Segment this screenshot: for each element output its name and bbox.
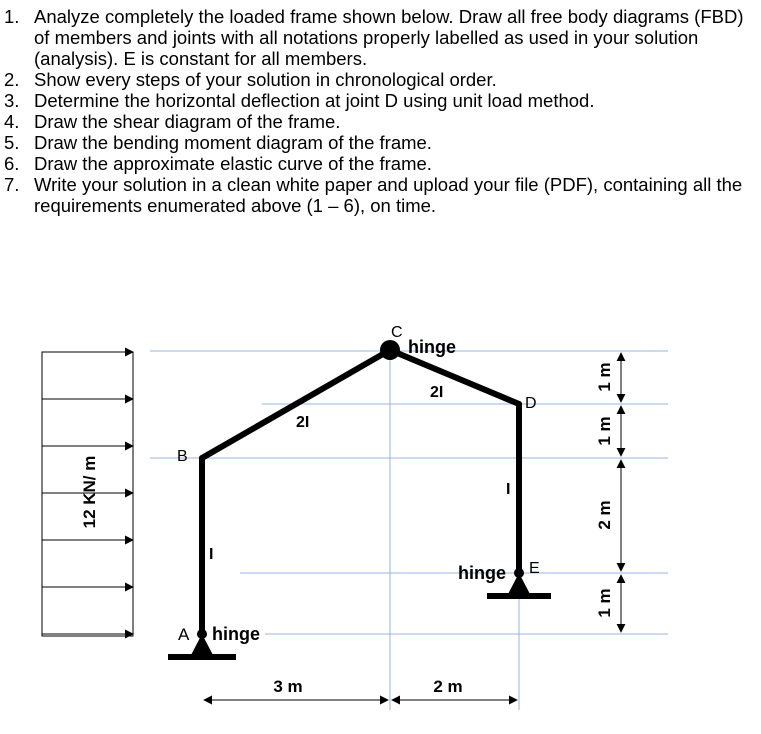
hinge-a-label: hinge (212, 624, 260, 644)
load-label: 12 KN/ m (80, 455, 99, 529)
joint-a-label: A (178, 625, 190, 644)
requirement-number: 3. (4, 90, 20, 111)
member-ab-label: I (209, 546, 214, 563)
dim-label-v3: 2 m (595, 500, 614, 530)
joint-d-label: D (525, 395, 537, 412)
requirement-text: Determine the horizontal deflection at joint D using unit load method. (34, 90, 595, 111)
joint-b-label: B (177, 448, 188, 465)
dim-label-v2: 1 m (595, 416, 614, 446)
vertical-dimensions (595, 353, 621, 632)
hinge-e-label: hinge (458, 563, 506, 583)
level-guide-lines (150, 351, 668, 634)
requirement-text: Draw the shear diagram of the frame. (34, 111, 341, 132)
requirement-text: Draw the bending moment diagram of the frame. (34, 132, 432, 153)
requirement-text: Analyze completely the loaded frame shown below. Draw all free body diagrams (FBD) of members and joints with all notations properly labelled as used in your solution (analysis). E is constant for all members. (34, 6, 744, 69)
requirement-number: 1. (4, 6, 20, 27)
joint-e-label: E (529, 560, 540, 577)
member-cd-label: 2I (430, 384, 444, 401)
hinge-c-icon (380, 340, 400, 360)
requirement-number: 5. (4, 132, 20, 153)
member-cd (390, 350, 519, 404)
horizontal-dimensions (204, 677, 517, 700)
dim-label-v1: 1 m (595, 362, 614, 392)
requirement-number: 2. (4, 69, 20, 90)
dim-label-2m: 2 m (433, 677, 463, 696)
requirement-text: Write your solution in a clean white paper and upload your file (PDF), containing all the requirements enumerated above (1 – 6), on time. (34, 174, 743, 216)
dim-label-v4: 1 m (595, 588, 614, 618)
requirement-number: 4. (4, 111, 20, 132)
dim-label-3m: 3 m (273, 677, 303, 696)
requirement-text: Show every steps of your solution in chronological order. (34, 69, 497, 90)
joint-c-label: C (391, 324, 403, 341)
requirement-number: 6. (4, 153, 20, 174)
hinge-c-label: hinge (408, 337, 456, 357)
member-de-label: I (506, 481, 511, 498)
distributed-load (42, 352, 133, 636)
member-bc-label: 2I (296, 414, 310, 431)
requirement-number: 7. (4, 174, 20, 195)
requirement-text: Draw the approximate elastic curve of the frame. (34, 153, 432, 174)
frame-members (202, 350, 519, 634)
